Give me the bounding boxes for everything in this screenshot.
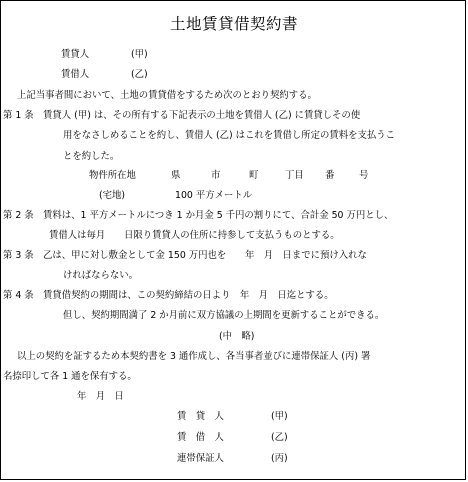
preamble: 上記当事者間において、土地の賃貸借をするため次のとおり契約する。: [17, 90, 317, 101]
address-unit-prefecture: 県: [171, 170, 181, 181]
signature-guarantor-mark: (丙): [271, 453, 288, 464]
address-unit-ban: 番: [325, 170, 335, 181]
omitted-note: (中 略): [219, 331, 255, 342]
property-address-label: 物件所在地: [89, 170, 136, 181]
signature-lessee-mark: (乙): [271, 432, 288, 443]
signature-lessor-mark: (甲): [271, 411, 288, 422]
address-unit-town: 町: [249, 170, 259, 181]
article4-line1: 第 4 条 賃貸借契約の期間は、この契約締結の日より 年 月 日迄とする。: [3, 290, 334, 301]
address-unit-chome: 丁目: [285, 170, 304, 181]
signature-lessor-label: 賃 貸 人: [177, 411, 224, 422]
article2-line2: 賃借人は毎月 日限り賃貸人の住所に持参して支払うものとする。: [49, 230, 340, 241]
lessee-mark: (乙): [131, 69, 148, 80]
signature-guarantor-label: 連帯保証人: [177, 453, 224, 464]
article4-line2: 但し、契約期間満了 2 か月前に双方協議の上期間を更新することができる。: [63, 310, 385, 321]
article1-line3: とを約した。: [63, 151, 120, 162]
address-unit-go: 号: [359, 170, 369, 181]
signature-lessee-label: 賃 借 人: [177, 432, 224, 443]
address-unit-city: 市: [211, 170, 221, 181]
lessor-mark: (甲): [131, 49, 148, 60]
lessor-label: 賃貸人: [61, 49, 90, 60]
land-area: 100 平方メートル: [175, 190, 253, 201]
article1-line2: 用をなさしめることを約し、賃借人 (乙) はこれを賃借し所定の賃料を支払うこ: [63, 130, 396, 141]
article3-line1: 第 3 条 乙は、甲に対し敷金として金 150 万円也を 年 月 日までに預け入れな: [3, 250, 367, 261]
document-title: 土地賃貸借契約書: [169, 15, 298, 33]
closing-line2: 名捺印して各 1 通を保有する。: [3, 371, 137, 382]
closing-line1: 以上の契約を証するため本契約書を 3 通作成し、各当事者並びに連帯保証人 (丙) 署: [17, 351, 371, 362]
contract-date: 年 月 日: [77, 391, 124, 402]
lessee-label: 賃借人: [61, 69, 90, 80]
article3-line2: ければならない。: [63, 270, 139, 281]
article1-line1: 第 1 条 賃貸人 (甲) は、その所有する下記表示の土地を賃借人 (乙) に賃貸しその使: [3, 110, 361, 121]
article2-line1: 第 2 条 賃料は、1 平方メートルにつき 1 か月金 5 千円の割りにて、合計金 50 万円とし、: [3, 210, 394, 221]
land-type: (宅地): [99, 190, 126, 201]
